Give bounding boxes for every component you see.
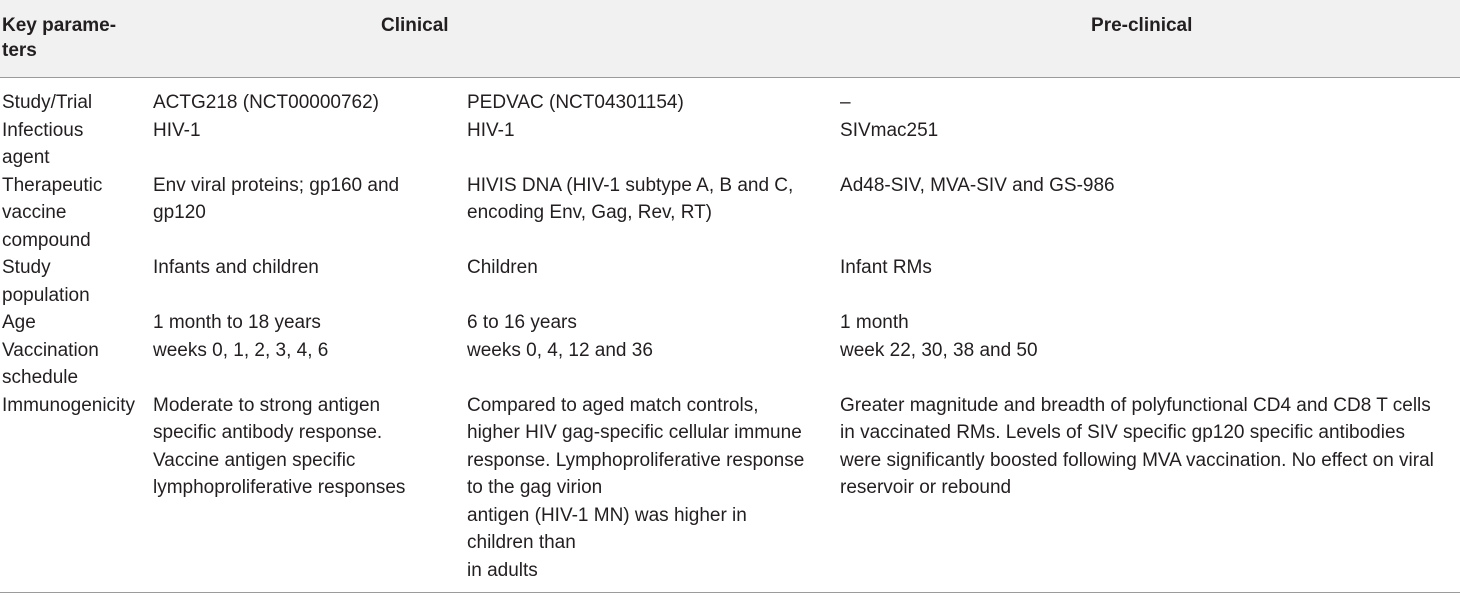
cell-clinical-pedvac (460, 77, 834, 117)
cell-preclinical (834, 309, 1460, 337)
cell-text-line: Greater magnitude and breadth of polyfunctional CD4 and CD8 T cells (840, 394, 1431, 416)
cell-text-line: lymphoproliferative responses (153, 477, 406, 498)
cell-text-line: children than (467, 532, 576, 553)
cell-text-line: 1 month (840, 312, 909, 333)
cell-text-line: schedule (2, 367, 79, 388)
cell-clinical-pedvac (460, 172, 834, 255)
cell-text-line: Infants and children (153, 257, 319, 278)
cell-text-line: Therapeutic (2, 174, 103, 196)
cell-text-line: ACTG218 (NCT00000762) (153, 92, 379, 113)
cell-text-line: vaccine (2, 202, 67, 223)
cell-text-line: weeks 0, 1, 2, 3, 4, 6 (153, 339, 329, 361)
cell-clinical-actg218 (148, 309, 460, 337)
cell-text-line: Children (467, 257, 538, 278)
table-row (0, 337, 1460, 392)
cell-clinical-actg218 (148, 117, 460, 172)
cell-preclinical (834, 392, 1460, 585)
cell-text-line: 1 month to 18 years (153, 312, 321, 333)
cell-text-line: agent (2, 147, 50, 168)
cell-text-line: weeks 0, 4, 12 and 36 (467, 339, 653, 361)
cell-clinical-actg218 (148, 337, 460, 392)
header-row (0, 0, 1460, 77)
cell-text-line: Env viral proteins; gp160 and (153, 174, 400, 196)
cell-text-line: reservoir or rebound (840, 477, 1012, 498)
cell-parameter (0, 117, 148, 172)
cell-clinical-pedvac (460, 254, 834, 309)
table-body (0, 77, 1460, 584)
table-row (0, 254, 1460, 309)
cell-text-line: PEDVAC (NCT04301154) (467, 92, 684, 113)
cell-text-line: SIVmac251 (840, 119, 939, 141)
header-key-parameters: Key parame- ters (2, 15, 117, 61)
cell-text-line: gp120 (153, 202, 206, 223)
cell-parameter (0, 77, 148, 117)
cell-text-line: specific antibody response. (153, 422, 383, 443)
cell-clinical-actg218 (148, 77, 460, 117)
cell-text-line: were significantly boosted following MVA vaccination. No effect on viral (840, 449, 1434, 471)
cell-text-line: Ad48-SIV, MVA-SIV and GS-986 (840, 174, 1115, 196)
cell-parameter (0, 309, 148, 337)
cell-text-line: higher HIV gag-specific cellular immune (467, 422, 802, 443)
cell-text-line: Moderate to strong antigen (153, 394, 381, 416)
cell-parameter (0, 172, 148, 255)
cell-text-line: response. Lymphoproliferative response (467, 449, 805, 471)
cell-preclinical (834, 77, 1460, 117)
cell-parameter (0, 392, 148, 585)
cell-text-line: encoding Env, Gag, Rev, RT) (467, 202, 713, 223)
table-row (0, 309, 1460, 337)
cell-text-line: in adults (467, 559, 538, 581)
cell-text-line: Infectious (2, 119, 84, 141)
cell-text-line: HIV-1 (153, 119, 201, 141)
cell-text-line: compound (2, 229, 91, 251)
cell-preclinical (834, 172, 1460, 255)
cell-text-line: Vaccination (2, 339, 99, 361)
table-header (0, 0, 1460, 77)
cell-preclinical (834, 117, 1460, 172)
header-rule (0, 77, 1460, 78)
header-preclinical: Pre-clinical (1091, 15, 1193, 36)
cell-text-line: 6 to 16 years (467, 312, 577, 333)
cell-text-line: population (2, 284, 90, 306)
cell-parameter (0, 337, 148, 392)
cell-clinical-pedvac (460, 337, 834, 392)
table-row (0, 172, 1460, 255)
cell-text-line: Study (2, 257, 51, 278)
cell-text-line: – (840, 92, 851, 113)
table-row (0, 117, 1460, 172)
cell-preclinical (834, 337, 1460, 392)
cell-text-line: to the gag virion (467, 477, 603, 498)
cell-text-line: Study/Trial (2, 92, 93, 113)
cell-clinical-pedvac (460, 117, 834, 172)
table-bottom-rule (0, 592, 1460, 593)
table-row (0, 77, 1460, 117)
cell-text-line: Immunogenicity (2, 394, 136, 416)
cell-text-line: HIVIS DNA (HIV-1 subtype A, B and C, (467, 174, 794, 196)
cell-text-line: in vaccinated RMs. Levels of SIV specific gp120 specific antibodies (840, 422, 1406, 443)
header-clinical: Clinical (381, 15, 449, 36)
cell-preclinical (834, 254, 1460, 309)
cell-clinical-pedvac (460, 309, 834, 337)
cell-text-line: HIV-1 (467, 119, 515, 141)
cell-clinical-actg218 (148, 254, 460, 309)
cell-clinical-actg218 (148, 392, 460, 585)
cell-parameter (0, 254, 148, 309)
cell-text-line: Age (2, 312, 36, 333)
cell-clinical-actg218 (148, 172, 460, 255)
cell-text-line: Infant RMs (840, 257, 932, 278)
cell-text-line: Compared to aged match controls, (467, 394, 759, 416)
cell-text-line: Vaccine antigen specific (153, 449, 356, 471)
cell-clinical-pedvac (460, 392, 834, 585)
table-row (0, 392, 1460, 585)
cell-text-line: week 22, 30, 38 and 50 (840, 339, 1038, 361)
cell-text-line: antigen (HIV-1 MN) was higher in (467, 504, 747, 526)
